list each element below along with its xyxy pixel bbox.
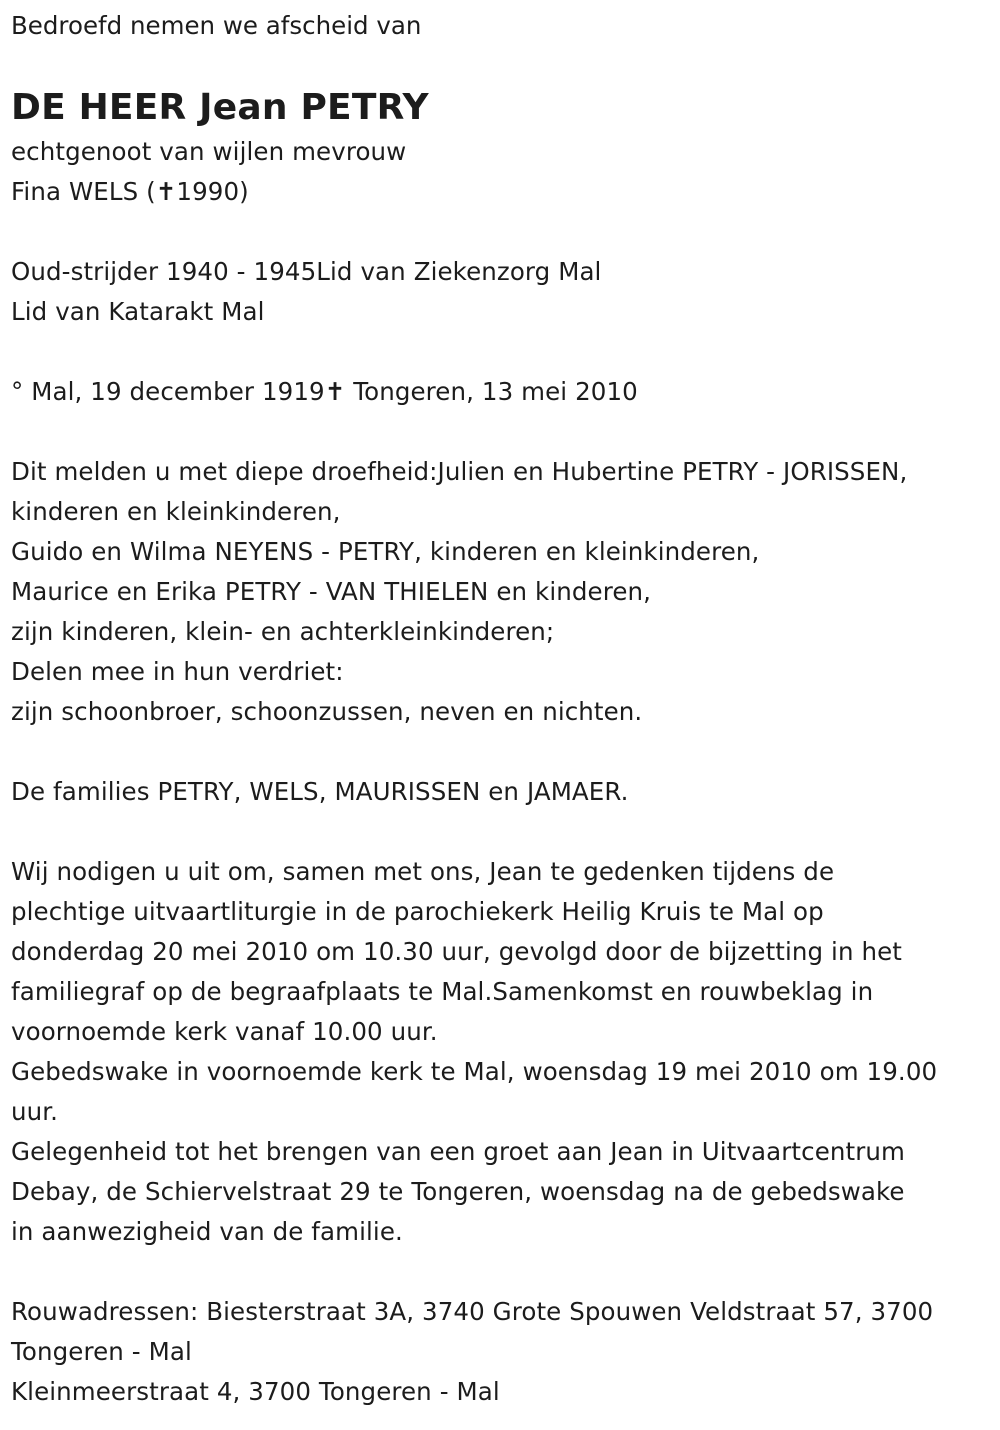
family-line: Delen mee in hun verdriet: — [11, 657, 344, 686]
ceremony-line: Gelegenheid tot het brengen van een groet aan Jean in Uitvaartcentrum — [11, 1137, 905, 1166]
ceremony-line: Gebedswake in voornoemde kerk te Mal, woensdag 19 mei 2010 om 19.00 — [11, 1057, 938, 1086]
ceremony-line: familiegraf op de begraafplaats te Mal.Samenkomst en rouwbeklag in — [11, 977, 874, 1006]
ceremony-line: voornoemde kerk vanaf 10.00 uur. — [11, 1017, 438, 1046]
ceremony-line: Wij nodigen u uit om, samen met ons, Jean te gedenken tijdens de — [11, 857, 835, 886]
family-block — [11, 452, 1000, 732]
ceremony-line: donderdag 20 mei 2010 om 10.30 uur, gevolgd door de bijzetting in het — [11, 937, 902, 966]
membership-line: Lid van Katarakt Mal — [11, 297, 265, 326]
address-line: Tongeren - Mal — [11, 1337, 192, 1366]
deceased-name: DE HEER Jean PETRY — [11, 87, 429, 128]
address-line: Rouwadressen: Biesterstraat 3A, 3740 Grote Spouwen Veldstraat 57, 3700 — [11, 1297, 934, 1326]
ceremony-line: plechtige uitvaartliturgie in de parochiekerk Heilig Kruis te Mal op — [11, 897, 824, 926]
spacer — [11, 332, 1000, 372]
memberships-block — [11, 252, 1000, 332]
spacer — [11, 732, 1000, 772]
family-line: Maurice en Erika PETRY - VAN THIELEN en kinderen, — [11, 577, 652, 606]
family-line: zijn kinderen, klein- en achterkleinkinderen; — [11, 617, 555, 646]
spacer — [11, 412, 1000, 452]
intro-text: Bedroefd nemen we afscheid van — [11, 11, 422, 40]
spouse-line: echtgenoot van wijlen mevrouw — [11, 137, 407, 166]
spacer — [11, 1252, 1000, 1292]
families-line: De families PETRY, WELS, MAURISSEN en JAMAER. — [11, 777, 629, 806]
family-line: Guido en Wilma NEYENS - PETRY, kinderen en kleinkinderen, — [11, 537, 760, 566]
family-line: zijn schoonbroer, schoonzussen, neven en nichten. — [11, 697, 643, 726]
ceremony-line: Debay, de Schiervelstraat 29 te Tongeren, woensdag na de gebedswake — [11, 1177, 905, 1206]
spacer — [11, 212, 1000, 252]
membership-line: Oud-strijder 1940 - 1945Lid van Ziekenzorg Mal — [11, 257, 602, 286]
addresses-block — [11, 1292, 1000, 1412]
family-line: Dit melden u met diepe droefheid:Julien en Hubertine PETRY - JORISSEN, — [11, 457, 908, 486]
family-line: kinderen en kleinkinderen, — [11, 497, 341, 526]
life-dates: ° Mal, 19 december 1919✝ Tongeren, 13 mei 2010 — [11, 377, 638, 406]
ceremony-line: in aanwezigheid van de familie. — [11, 1217, 403, 1246]
ceremony-line: uur. — [11, 1097, 59, 1126]
address-line: Kleinmeerstraat 4, 3700 Tongeren - Mal — [11, 1377, 500, 1406]
spacer — [11, 812, 1000, 852]
ceremony-block — [11, 852, 1000, 1252]
spouse-block — [11, 132, 1000, 212]
spouse-line: Fina WELS (✝1990) — [11, 177, 249, 206]
